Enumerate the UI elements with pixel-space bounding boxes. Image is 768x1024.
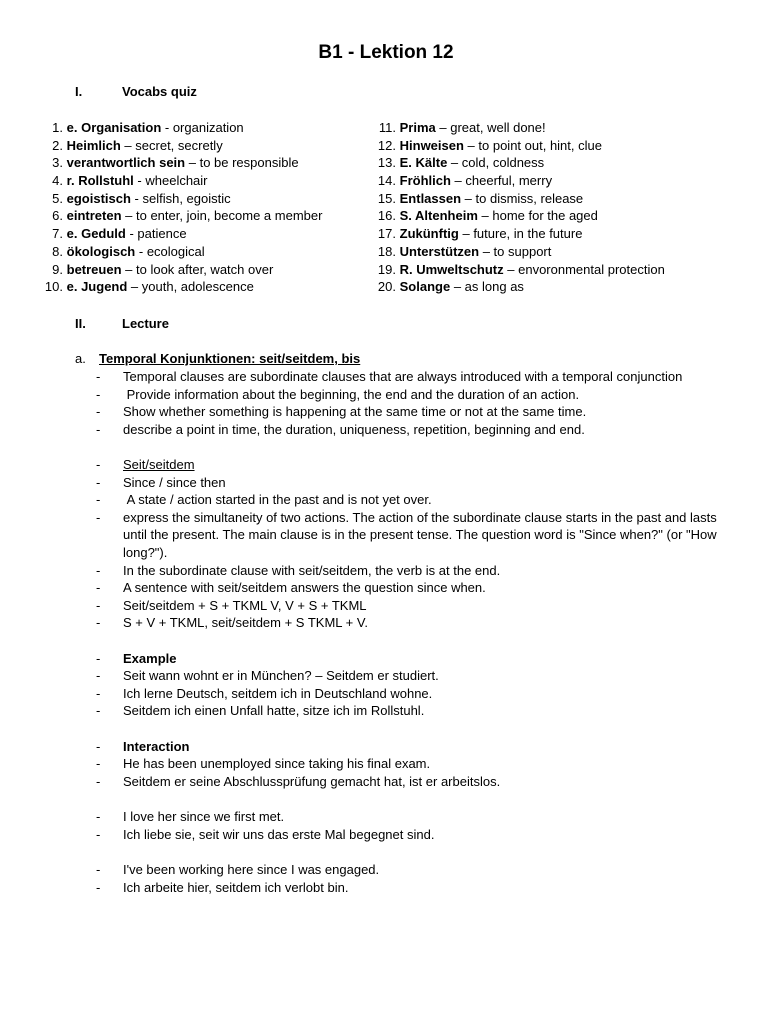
spacer [96,791,726,809]
bullet-text: Show whether something is happening at the same time or not at the same time. [123,404,587,420]
vocab-english: as long as [464,279,524,295]
vocab-number: 12. [377,137,396,153]
bullet-item [96,755,726,773]
vocab-german: ökologisch [66,243,136,259]
section-number: I. [75,84,83,99]
vocab-english: envoronmental protection [518,261,665,277]
vocab-item [38,137,398,155]
vocab-item [38,154,398,172]
bullet-item [96,826,726,844]
vocab-separator: - [135,243,147,259]
bullet-text: Ich liebe sie, seit wir uns das erste Mal begegnet sind. [123,826,435,842]
vocab-german: Prima [399,120,436,135]
vocab-german: r. Rollstuhl [66,173,134,189]
bullet-dash: - [96,879,101,895]
vocab-separator: – [127,279,142,295]
bullet-item [96,614,726,632]
vocab-number: 13. [377,155,396,171]
bullet-item [96,702,726,720]
vocab-item [38,190,398,208]
vocab-item [38,278,398,296]
vocab-separator: - [161,120,173,135]
vocab-number: 16. [377,208,396,224]
bullet-item [96,808,726,826]
vocab-item [38,172,398,190]
vocab-number: 20. [377,279,396,295]
vocab-separator: – [450,173,466,189]
vocab-separator: – [479,243,494,259]
vocab-list-left [38,119,398,296]
vocab-item [368,243,728,261]
bullet-text: A state / action started in the past and is not yet over. [123,492,432,508]
bullet-text: describe a point in time, the duration, uniqueness, repetition, beginning and end. [123,421,585,437]
bullet-dash: - [96,492,101,508]
subheading-seit [96,456,726,474]
vocab-separator: - [130,190,143,206]
vocab-english: to be responsible [199,155,299,171]
vocab-separator: – [121,208,136,224]
spacer [96,438,726,456]
subsection-title: Temporal Konjunktionen: seit/seitdem, bis [99,351,361,366]
vocab-german: e. Organisation [66,120,162,135]
bullet-text: S + V + TKML, seit/seitdem + S TKML + V. [123,615,368,631]
vocab-number: 7. [52,226,63,242]
vocab-item [368,190,728,208]
vocab-english: to support [493,243,552,259]
vocab-german: verantwortlich sein [66,155,186,171]
vocab-number: 10. [44,279,63,295]
subheading-interaction [96,738,726,756]
vocab-english: patience [137,226,187,242]
bullet-dash: - [96,826,101,842]
vocab-german: e. Jugend [66,279,128,295]
vocab-separator: – [503,261,519,277]
vocab-english: to dismiss, release [475,190,584,206]
bullet-text: Temporal clauses are subordinate clauses that are always introduced with a temporal conjunction [123,369,683,384]
bullet-text: A sentence with seit/seitdem answers the question since when. [123,580,486,596]
vocab-separator: – [477,208,493,224]
bullet-dash: - [96,650,101,666]
bullet-list [96,368,726,896]
bullet-dash: - [96,685,101,701]
vocab-english: cold, coldness [461,155,545,171]
vocab-item [38,207,398,225]
vocab-german: e. Geduld [66,226,126,242]
vocab-english: wheelchair [145,173,208,189]
vocab-item [38,119,398,137]
bullet-item [96,509,726,562]
bullet-dash: - [96,562,101,578]
bullet-dash: - [96,580,101,596]
vocab-german: E. Kälte [399,155,448,171]
vocab-separator: – [463,137,479,153]
bullet-text: Ich arbeite hier, seitdem ich verlobt bin. [123,879,349,895]
section-number: II. [75,316,86,331]
bullet-item [96,421,726,439]
subsection-label: a. [75,351,86,366]
vocab-english: organization [172,120,244,135]
subheading-text: Example [123,650,177,666]
vocab-german: S. Altenheim [399,208,478,224]
bullet-text: I've been working here since I was engaged. [123,862,380,878]
vocab-number: 15. [377,190,396,206]
bullet-text: I love her since we first met. [123,809,285,825]
vocab-english: to enter, join, become a member [136,208,323,224]
vocab-number: 2. [52,137,63,153]
bullet-item [96,879,726,897]
bullet-item [96,773,726,791]
bullet-dash: - [96,615,101,631]
vocab-item [38,261,398,279]
bullet-dash: - [96,668,101,684]
bullet-dash: - [96,509,101,525]
vocab-item [368,172,728,190]
bullet-dash: - [96,421,101,437]
vocab-item [368,119,728,137]
vocab-item [368,261,728,279]
vocab-number: 11. [378,120,396,135]
vocab-english: to look after, watch over [136,261,274,277]
vocab-item [368,278,728,296]
bullet-text: Since / since then [123,474,226,490]
section-title: Lecture [122,316,169,331]
bullet-text: Ich lerne Deutsch, seitdem ich in Deutschland wohne. [123,685,433,701]
vocab-item [368,225,728,243]
bullet-item [96,579,726,597]
vocab-separator: – [461,190,476,206]
vocab-english: future, in the future [473,226,583,242]
bullet-item [96,667,726,685]
vocab-number: 9. [52,261,63,277]
vocab-german: Hinweisen [399,137,464,153]
vocab-separator: – [120,137,136,153]
bullet-text: Seitdem ich einen Unfall hatte, sitze ich im Rollstuhl. [123,703,425,719]
bullet-dash: - [96,386,101,402]
vocab-german: R. Umweltschutz [399,261,504,277]
vocab-list-right [368,119,728,296]
vocab-number: 5. [52,190,63,206]
bullet-dash: - [96,756,101,772]
bullet-item [96,597,726,615]
bullet-text: Seitdem er seine Abschlussprüfung gemacht hat, ist er arbeitslos. [123,773,501,789]
bullet-text: In the subordinate clause with seit/seitdem, the verb is at the end. [123,562,501,578]
vocab-separator: – [185,155,200,171]
vocab-english: to point out, hint, clue [478,137,602,153]
vocab-english: secret, secretly [135,137,223,153]
vocab-separator: – [435,120,451,135]
vocab-number: 6. [52,208,63,224]
bullet-dash: - [96,862,101,878]
bullet-dash: - [96,474,101,490]
bullet-text: Seit wann wohnt er in München? – Seitdem er studiert. [123,668,439,684]
bullet-item [96,474,726,492]
bullet-dash: - [96,404,101,420]
vocab-number: 3. [52,155,63,171]
vocab-number: 18. [377,243,396,259]
bullet-dash: - [96,738,101,754]
bullet-item [96,685,726,703]
vocab-separator: – [447,155,462,171]
vocab-number: 19. [377,261,396,277]
vocab-number: 8. [52,243,63,259]
vocab-german: Zukünftig [399,226,459,242]
vocab-item [38,225,398,243]
bullet-dash: - [96,703,101,719]
bullet-dash: - [96,597,101,613]
bullet-dash: - [96,369,101,384]
vocab-english: selfish, egoistic [142,190,231,206]
vocab-german: eintreten [66,208,122,224]
vocab-german: Solange [399,279,451,295]
bullet-item [96,562,726,580]
vocab-separator: – [450,279,465,295]
vocab-number: 17. [377,226,396,242]
spacer [96,843,726,861]
bullet-text: Seit/seitdem + S + TKML V, V + S + TKML [123,597,367,613]
bullet-dash: - [96,773,101,789]
bullet-item [96,861,726,879]
vocab-separator: – [458,226,474,242]
bullet-text: express the simultaneity of two actions. The action of the subordinate clause starts in the past and lasts until the present. The main clause is in the present tense. The question word is "Since when?" (or "How long?"). [123,509,717,561]
vocab-number: 14. [377,173,396,189]
vocab-separator: - [133,173,146,189]
vocab-english: great, well done! [450,120,546,135]
page-title: B1 - Lektion 12 [318,42,454,63]
bullet-item [96,368,726,386]
bullet-text: Provide information about the beginning, the end and the duration of an action. [123,386,580,402]
vocab-german: Heimlich [66,137,121,153]
vocab-item [368,207,728,225]
vocab-item [368,137,728,155]
subheading-example [96,650,726,668]
subsection-heading [75,350,360,368]
vocab-german: Unterstützen [399,243,480,259]
vocab-english: ecological [146,243,205,259]
vocab-item [38,243,398,261]
spacer [96,632,726,650]
bullet-dash: - [96,457,101,473]
vocab-item [368,154,728,172]
vocab-english: cheerful, merry [465,173,553,189]
vocab-number: 1. [52,120,63,135]
subheading-text: Interaction [123,738,190,754]
vocab-english: youth, adolescence [141,279,254,295]
vocab-german: Fröhlich [399,173,451,189]
vocab-german: egoistisch [66,190,131,206]
section-title: Vocabs quiz [122,84,197,99]
vocab-german: betreuen [66,261,122,277]
bullet-item [96,403,726,421]
vocab-german: Entlassen [399,190,462,206]
vocab-number: 4. [52,173,63,189]
bullet-dash: - [96,809,101,825]
bullet-text: He has been unemployed since taking his final exam. [123,756,431,772]
subheading-text: Seit/seitdem [123,457,195,473]
vocab-separator: - [125,226,138,242]
bullet-item [96,491,726,509]
bullet-item [96,386,726,404]
spacer [96,720,726,738]
vocab-separator: – [121,261,136,277]
vocab-english: home for the aged [492,208,598,224]
